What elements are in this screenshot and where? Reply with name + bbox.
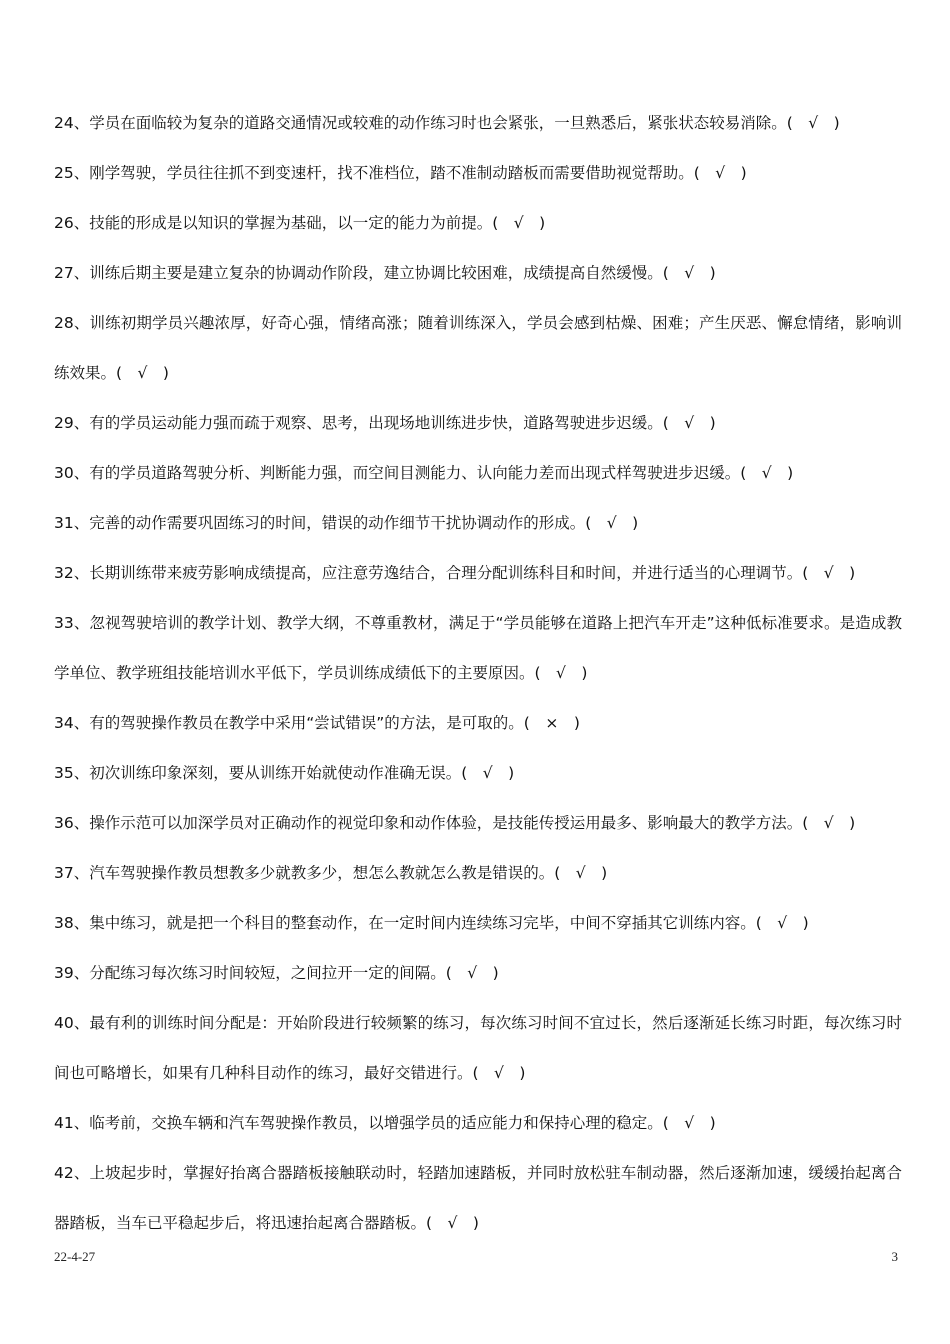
question-28: 28、训练初期学员兴趣浓厚，好奇心强，情绪高涨；随着训练深入，学员会感到枯燥、困难；产生厌恶、懈怠情绪，影响训练效果。( √ ) [54,314,902,382]
question-38: 38、集中练习，就是把一个科目的整套动作，在一定时间内连续练习完毕，中间不穿插其它训练内容。( √ ) [54,914,809,932]
question-40: 40、最有利的训练时间分配是：开始阶段进行较频繁的练习，每次练习时间不宜过长，然后逐渐延长练习时距，每次练习时间也可略增长，如果有几种科目动作的练习，最好交错进行。( √ ) [54,1014,902,1082]
question-32: 32、长期训练带来疲劳影响成绩提高，应注意劳逸结合，合理分配训练科目和时间，并进行适当的心理调节。( √ ) [54,564,856,582]
question-36: 36、操作示范可以加深学员对正确动作的视觉印象和动作体验，是技能传授运用最多、影响最大的教学方法。( √ ) [54,814,856,832]
question-42: 42、上坡起步时，掌握好抬离合器踏板接触联动时，轻踏加速踏板，并同时放松驻车制动器，然后逐渐加速，缓缓抬起离合器踏板，当车已平稳起步后，将迅速抬起离合器踏板。( √ ) [54,1164,902,1232]
question-33: 33、忽视驾驶培训的教学计划、教学大纲，不尊重教材，满足于“学员能够在道路上把汽车开走”这种低标准要求。是造成教学单位、教学班组技能培训水平低下，学员训练成绩低下的主要原因。( √ ) [54,614,902,682]
question-29: 29、有的学员运动能力强而疏于观察、思考，出现场地训练进步快，道路驾驶进步迟缓。( √ ) [54,414,716,432]
question-27: 27、训练后期主要是建立复杂的协调动作阶段，建立协调比较困难，成绩提高自然缓慢。( √ ) [54,264,716,282]
question-30: 30、有的学员道路驾驶分析、判断能力强，而空间目测能力、认向能力差而出现式样驾驶进步迟缓。( √ ) [54,464,794,482]
question-31: 31、完善的动作需要巩固练习的时间，错误的动作细节干扰协调动作的形成。( √ ) [54,514,639,532]
question-26: 26、技能的形成是以知识的掌握为基础，以一定的能力为前提。( √ ) [54,214,546,232]
question-24: 24、学员在面临较为复杂的道路交通情况或较难的动作练习时也会紧张，一旦熟悉后，紧张状态较易消除。( √ ) [54,114,840,132]
page-number: 3 [891,1249,898,1264]
footer-date: 22-4-27 [54,1249,96,1264]
question-41: 41、临考前，交换车辆和汽车驾驶操作教员，以增强学员的适应能力和保持心理的稳定。( √ ) [54,1114,716,1132]
question-25: 25、刚学驾驶，学员往往抓不到变速杆，找不准档位，踏不准制动踏板而需要借助视觉帮助。( √ ) [54,164,747,182]
question-35: 35、初次训练印象深刻，要从训练开始就使动作准确无误。( √ ) [54,764,515,782]
question-34: 34、有的驾驶操作教员在教学中采用“尝试错误”的方法，是可取的。( × ) [54,714,580,732]
question-37: 37、汽车驾驶操作教员想教多少就教多少，想怎么教就怎么教是错误的。( √ ) [54,864,608,882]
question-39: 39、分配练习每次练习时间较短，之间拉开一定的间隔。( √ ) [54,964,499,982]
question-list [54,98,902,1248]
